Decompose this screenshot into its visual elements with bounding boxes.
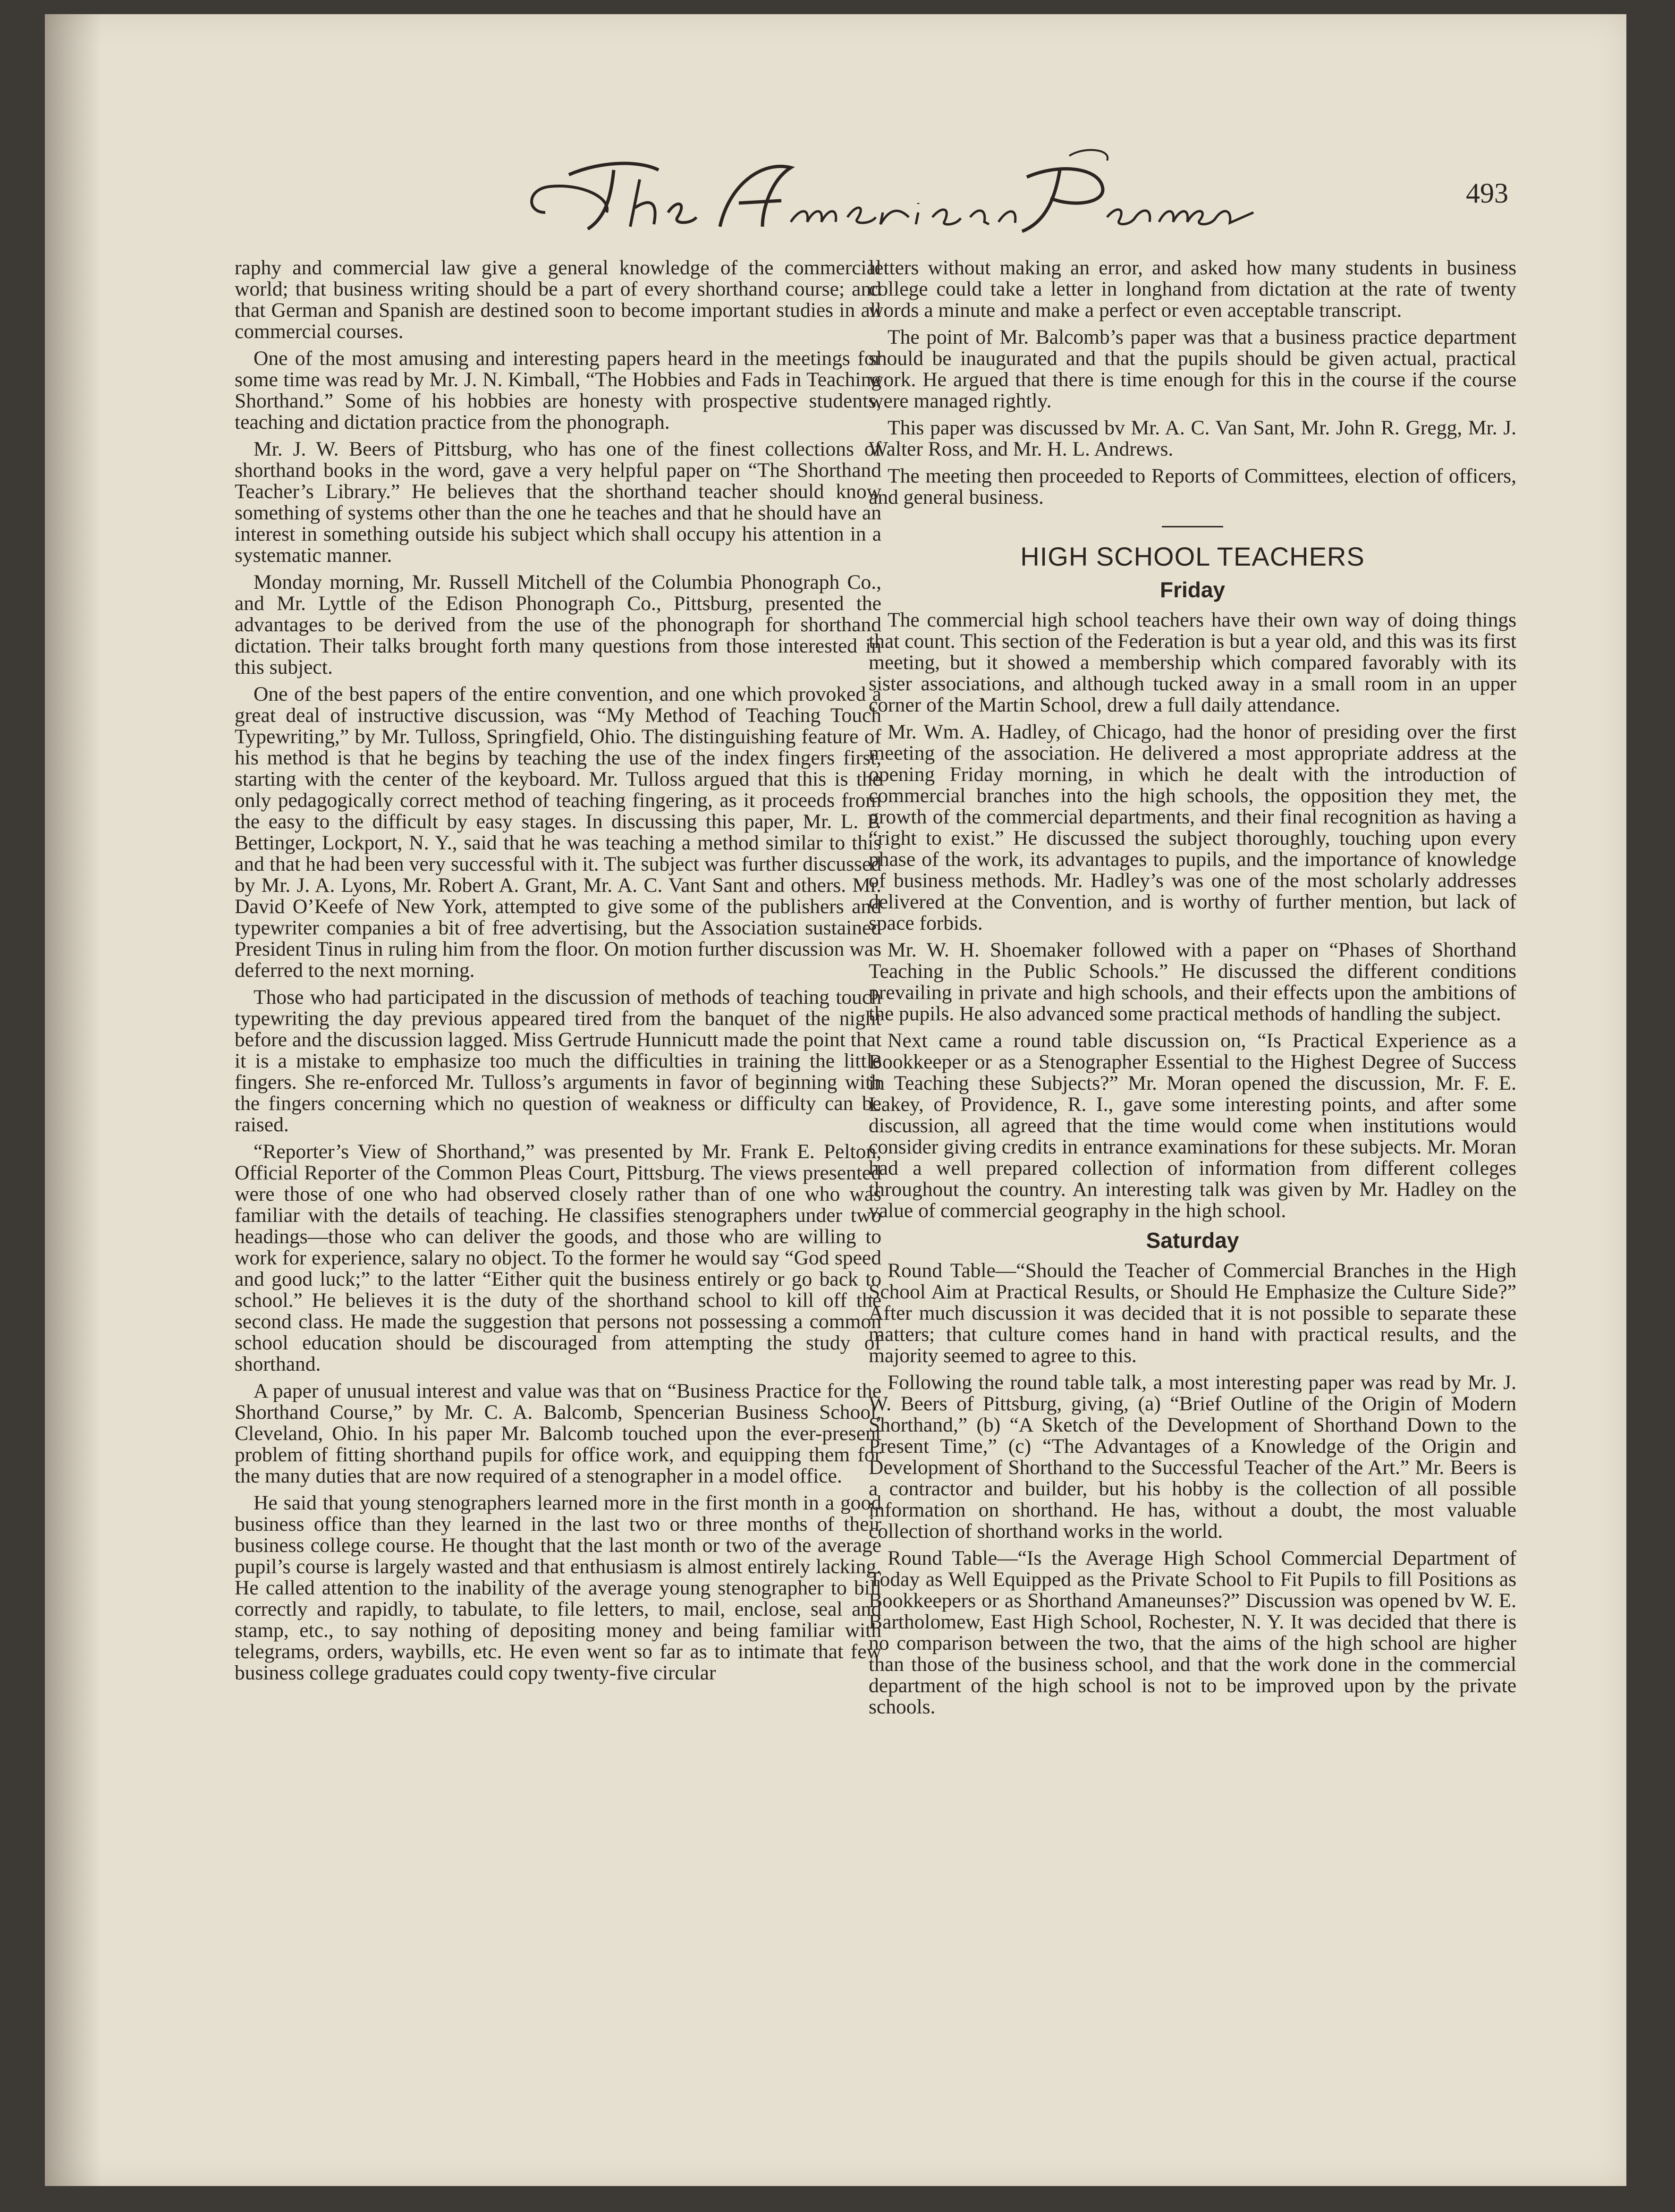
paragraph: A paper of unusual interest and value was that on “Business Practice for the Shorthand Course,” by Mr. C. A. Balcomb, Spencerian Business School, Cleveland, Ohio. In his paper Mr. Balcomb touched upon the ever-present problem of fitting shorthand pupils for office work, and equipping them for the many duties that are now required of a stenographer in a model office. [235,1380,881,1487]
paragraph: letters without making an error, and asked how many students in business college could take a letter in longhand from dictation at the rate of twenty words a minute and make a perfect or even acceptable transcript. [869,256,1516,322]
magazine-page [45,14,1626,2186]
paragraph: Mr. Wm. A. Hadley, of Chicago, had the honor of presiding over the first meeting of the association. He delivered a most appropriate address at the opening Friday morning, in which he dealt with the introduction of commercial branches into the high schools, the opposition they met, the growth of the commercial departments, and their final recognition as having a “right to exist.” He discussed the subject thoroughly, touching upon every phase of the work, its advantages to pupils, and the importance of knowledge of business methods. Mr. Hadley’s was one of the most scholarly addresses delivered at the Convention, and is worthy of further mention, but lack of space forbids. [869,720,1516,934]
paragraph: raphy and commercial law give a general knowledge of the commercial world; that business writing should be a part of every shorthand course; and that German and Spanish are destined soon to become important studies in all commercial courses. [235,256,881,343]
paragraph: Following the round table talk, a most interesting paper was read by Mr. J. W. Beers of Pittsburg, giving, (a) “Brief Outline of the Origin of Modern Shorthand,” (b) “A Sketch of the Development of Shorthand Down to the Present Time,” (c) “The Advantages of a Knowledge of the Origin and Development of Shorthand to the Successful Teacher of the Art.” Mr. Beers is a contractor and builder, but his hobby is the collection of all possible information on shorthand. He has, without a doubt, the most valuable collection of shorthand works in the world. [869,1371,1516,1542]
page-number: 493 [1466,178,1508,209]
paragraph: The commercial high school teachers have their own way of doing things that count. This section of the Federation is but a year old, and this was its first meeting, but it showed a membership which compared favorably with its sister associations, and although tucked away in a small room in an upper corner of the Martin School, drew a full daily attendance. [869,609,1516,716]
paragraph: This paper was discussed bv Mr. A. C. Van Sant, Mr. John R. Gregg, Mr. J. Walter Ross, and Mr. H. L. Andrews. [869,416,1516,460]
left-column [235,257,881,1689]
section-title: HIGH SCHOOL TEACHERS [1020,542,1365,571]
paragraph: Round Table—“Is the Average High School Commercial Department of Today as Well Equipped as the Private School to Fit Pupils to fill Positions as Bookkeepers or as Shorthand Amaneunses?” Discussion was opened bv W. E. Bartholomew, East High School, Rochester, N. Y. It was decided that there is no comparison between the two, that the aims of the high school are higher than those of the business school, and that the work done in the commercial department of the high school is not to be improved upon by the private schools. [869,1547,1516,1718]
paragraph: Next came a round table discussion on, “Is Practical Experience as a Bookkeeper or as a Stenographer Essential to the Highest Degree of Success in Teaching these Subjects?” Mr. Moran opened the discussion, Mr. F. E. Lakey, of Providence, R. I., gave some interesting points, and after some discussion, all agreed that the time would come when institutions would consider giving credits in entrance examinations for these subjects. Mr. Moran had a well prepared collection of information from different colleges throughout the country. An interesting talk was given by Mr. Hadley on the value of commercial geography in the high school. [869,1029,1516,1222]
saturday-heading: Saturday [1146,1228,1239,1253]
paragraph: The point of Mr. Balcomb’s paper was that a business practice department should be inaugurated and that the pupils should be given actual, practical work. He argued that there is time enough for this in the course if the course were managed rightly. [869,326,1516,412]
paragraph: One of the best papers of the entire convention, and one which provoked a great deal of instructive discussion, was “My Method of Teaching Touch Typewriting,” by Mr. Tulloss, Springfield, Ohio. The distinguishing feature of his method is that he begins by teaching the use of the index fingers first, starting with the center of the keyboard. Mr. Tulloss argued that this is the only pedagogically correct method of teaching fingering, as it proceeds from the easy to the difficult by easy stages. In discussing this paper, Mr. L. P. Bettinger, Lockport, N. Y., said that he was teaching a method similar to this and that he had been very successful with it. The subject was further discussed by Mr. J. A. Lyons, Mr. Robert A. Grant, Mr. A. C. Vant Sant and others. Mr. David O’Keefe of New York, attempted to give some of the publishers and typewriter companies a bit of free advertising, but the Association sustained President Tinus in ruling him from the floor. On motion further discussion was deferred to the next morning. [235,683,881,982]
paragraph: Mr. W. H. Shoemaker followed with a paper on “Phases of Shorthand Teaching in the Public Schools.” He discussed the different conditions prevailing in private and high schools, and their effects upon the ambitions of the pupils. He also advanced some practical methods of handling the subject. [869,939,1516,1025]
section-divider [1162,526,1223,527]
friday-heading: Friday [1159,577,1226,602]
paragraph: “Reporter’s View of Shorthand,” was presented by Mr. Frank E. Pelton, Official Reporter of the Common Pleas Court, Pittsburg. The views presented were those of one who had observed closely rather than of one who was familiar with the details of teaching. He classifies stenographers under two headings—those who can deliver the goods, and those who are willing to work for experience, salary no object. To the former he would say “God speed and good luck;” to the latter “Either quit the business entirely or go back to school.” He believes it is the duty of the shorthand school to kill off the second class. He made the suggestion that persons not possessing a common school education should be discouraged from attempting the study of shorthand. [235,1140,881,1375]
paragraph: He said that young stenographers learned more in the first month in a good business office than they learned in the last two or three months of their business college course. He thought that the last month or two of the average pupil’s course is largely wasted and that enthusiasm is almost entirely lacking. He called attention to the inability of the average young stenographer to bill correctly and rapidly, to tabulate, to file letters, to mail, enclose, seal and stamp, etc., to say nothing of depositing money and being familiar with telegrams, orders, waybills, etc. He even went so far as to intimate that few business college graduates could copy twenty-five circular [235,1492,881,1684]
paragraph: One of the most amusing and interesting papers heard in the meetings for some time was read by Mr. J. N. Kimball, “The Hobbies and Fads in Teaching Shorthand.” Some of his hobbies are honesty with prospective students, teaching and dictation practice from the phonograph. [235,347,881,433]
paragraph: Those who had participated in the discussion of methods of teaching touch typewriting the day previous appeared tired from the banquet of the night before and the discussion lagged. Miss Gertrude Hunnicutt made the point that it is a mistake to emphasize too much the difficulties in training the little fingers. She re-enforced Mr. Tulloss’s arguments in favor of beginning with the fingers concerning which no question of weakness or difficulty can be raised. [235,986,881,1136]
binding-shadow [45,14,102,2186]
paragraph: Monday morning, Mr. Russell Mitchell of the Columbia Phonograph Co., and Mr. Lyttle of the Edison Phonograph Co., Pittsburg, presented the advantages to be derived from the use of the phonograph for shorthand dictation. Their talks brought forth many questions from those interested in this subject. [235,571,881,678]
paragraph: Round Table—“Should the Teacher of Commercial Branches in the High School Aim at Practical Results, or Should He Emphasize the Culture Side?” After much discussion it was decided that it is not possible to separate these matters; that culture comes hand in hand with practical results, and the majority seemed to agree to this. [869,1259,1516,1367]
right-column [869,257,1516,1723]
paragraph: Mr. J. W. Beers of Pittsburg, who has one of the finest collections of shorthand books in the word, gave a very helpful paper on “The Shorthand Teacher’s Library.” He believes that the shorthand teacher should know something of systems other than the one he teaches and that he should have an interest in something outside his subject which shall occupy his attention in a systematic manner. [235,438,881,567]
masthead-logo [517,142,1272,250]
paragraph: The meeting then proceeded to Reports of Committees, election of officers, and general business. [869,465,1516,509]
